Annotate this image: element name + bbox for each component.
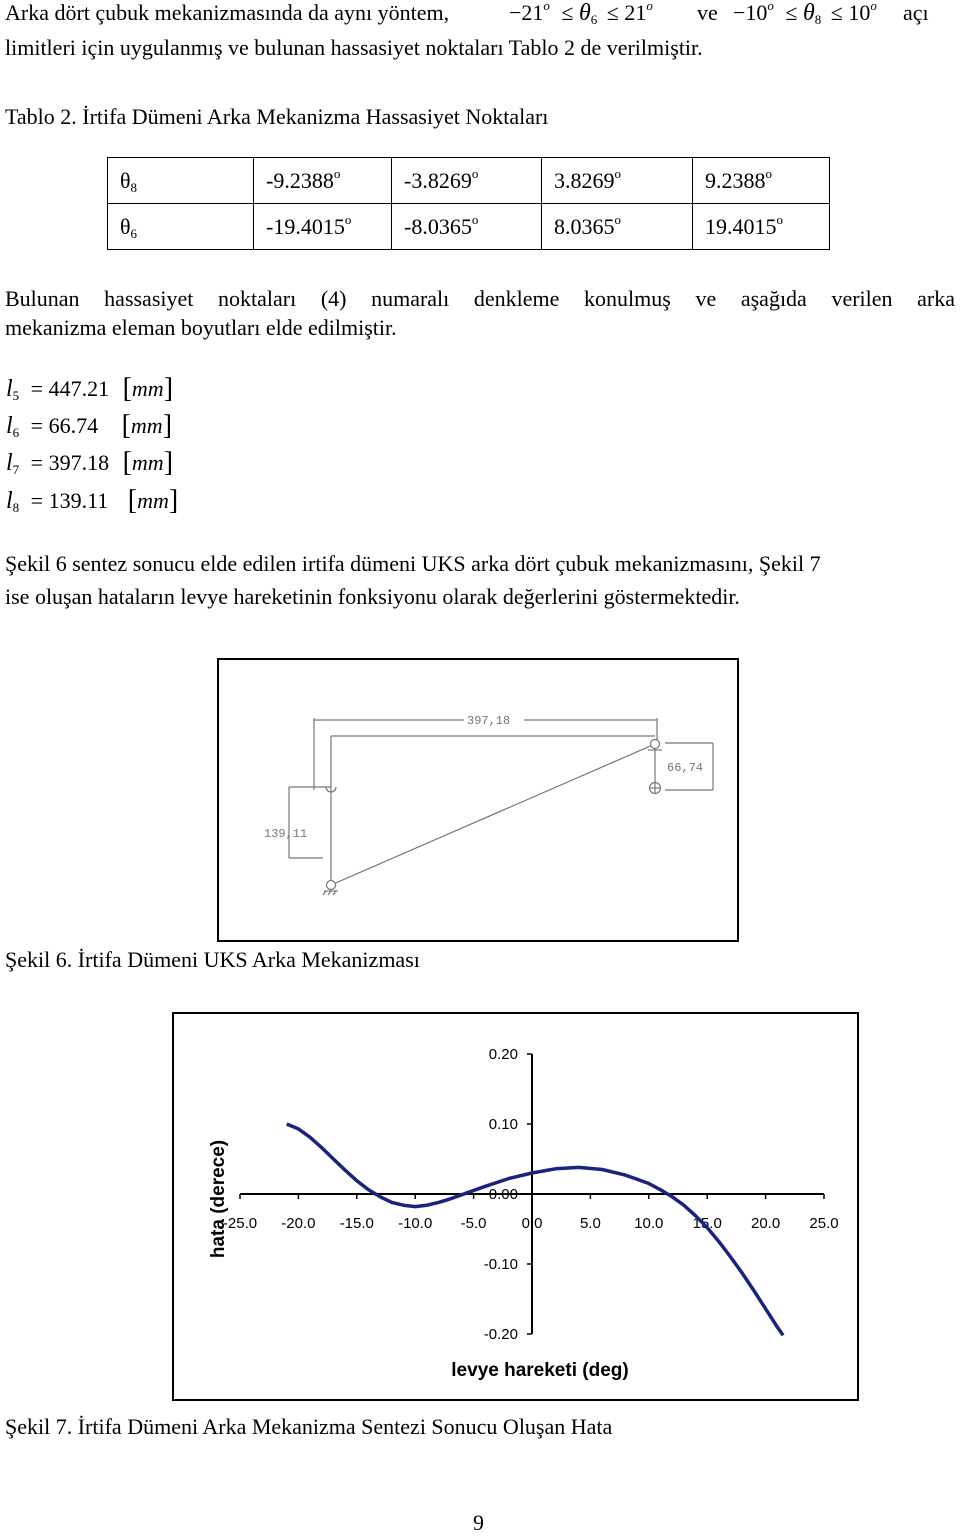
length-l7: $l_7 = 397.18$ [mm] — [6, 447, 174, 478]
x-tick-label: 10.0 — [634, 1215, 664, 1232]
table-cell: -9.2388$^o$ — [254, 158, 392, 204]
y-tick-label: 0.20 — [488, 1046, 518, 1063]
x-tick-label: -10.0 — [398, 1215, 433, 1232]
para2-line-2: mekanizma eleman boyutları elde edilmiştir. — [5, 315, 397, 340]
dim-label-left: 139,11 — [264, 827, 308, 841]
mechanism-drawing — [219, 660, 737, 940]
y-tick-label: -0.20 — [483, 1326, 518, 1343]
table-cell: 19.4015$^o$ — [693, 204, 830, 250]
y-axis-label: hata (derece) — [208, 1139, 229, 1259]
table-caption: Tablo 2. İrtifa Dümeni Arka Mekanizma Hassasiyet Noktaları — [5, 104, 549, 129]
fig6-caption: Şekil 6. İrtifa Dümeni UKS Arka Mekanizması — [5, 947, 420, 972]
precision-points-table — [107, 157, 830, 250]
error-chart-frame — [172, 1012, 859, 1401]
y-tick-label: 0.00 — [488, 1186, 518, 1203]
length-l5: $l_5 = 447.21$ [mm] — [6, 373, 174, 404]
dim-label-top: 397,18 — [467, 714, 511, 728]
x-tick-label: 0.0 — [521, 1215, 543, 1232]
mechanism-figure — [217, 658, 739, 942]
table-cell: -8.0365$^o$ — [392, 204, 542, 250]
error-chart — [174, 1014, 857, 1399]
row-header: $\theta_8$ — [108, 158, 254, 204]
x-tick-label: 5.0 — [579, 1215, 601, 1232]
x-tick-label: 20.0 — [750, 1215, 781, 1232]
y-tick-label: -0.10 — [483, 1256, 518, 1273]
x-tick-label: -20.0 — [281, 1215, 316, 1232]
length-l6: $l_6 = 66.74$ [mm] — [6, 410, 173, 441]
table-cell: 8.0365$^o$ — [542, 204, 693, 250]
inequality-theta6: $-21^o \le \theta_6 \le 21^o$ — [509, 0, 653, 27]
x-tick-label: -5.0 — [460, 1215, 487, 1232]
table-row — [108, 158, 830, 204]
length-l8: $l_8 = 139.11$ [mm] — [6, 485, 179, 516]
table-row — [108, 204, 830, 250]
x-tick-label: -15.0 — [339, 1215, 374, 1232]
y-tick-label: 0.10 — [488, 1116, 518, 1133]
intro-prefix: Arka dört çubuk mekanizmasında da aynı yöntem, — [5, 0, 450, 25]
row-header: $\theta_6$ — [108, 204, 254, 250]
intro-line-1 — [5, 0, 449, 26]
table-cell: -19.4015$^o$ — [254, 204, 392, 250]
para3-line-1: Şekil 6 sentez sonucu elde edilen irtifa dümeni UKS arka dört çubuk mekanizmasını, Şekil 7 — [5, 551, 821, 576]
x-tick-label: 15.0 — [692, 1215, 722, 1232]
para2-line-1: Bulunan hassasiyet noktaları (4) numaralı denkleme konulmuş ve aşağıda verilen arka — [5, 286, 955, 311]
table-cell: -3.8269$^o$ — [392, 158, 542, 204]
fig7-caption: Şekil 7. İrtifa Dümeni Arka Mekanizma Sentezi Sonucu Oluşan Hata — [5, 1414, 613, 1439]
intro-line-2: limitleri için uygulanmış ve bulunan hassasiyet noktaları Tablo 2 de verilmiştir. — [5, 35, 703, 60]
x-tick-label: -25.0 — [222, 1215, 258, 1232]
mechanism-lines — [289, 718, 713, 885]
dim-label-right: 66,74 — [667, 761, 704, 775]
table-cell: 9.2388$^o$ — [693, 158, 830, 204]
x-axis-label: levye hareketi (deg) — [451, 1360, 629, 1381]
x-tick-label: 25.0 — [809, 1215, 839, 1232]
para3-line-2: ise oluşan hataların levye hareketinin fonksiyonu olarak değerlerini göstermektedir. — [5, 584, 740, 609]
page-number: 9 — [473, 1510, 484, 1535]
inequality-theta8: $-10^o \le \theta_8 \le 10^o$ — [733, 0, 877, 27]
table-cell: 3.8269$^o$ — [542, 158, 693, 204]
intro-suffix: açı — [903, 0, 929, 25]
intro-ve: ve — [697, 0, 718, 25]
